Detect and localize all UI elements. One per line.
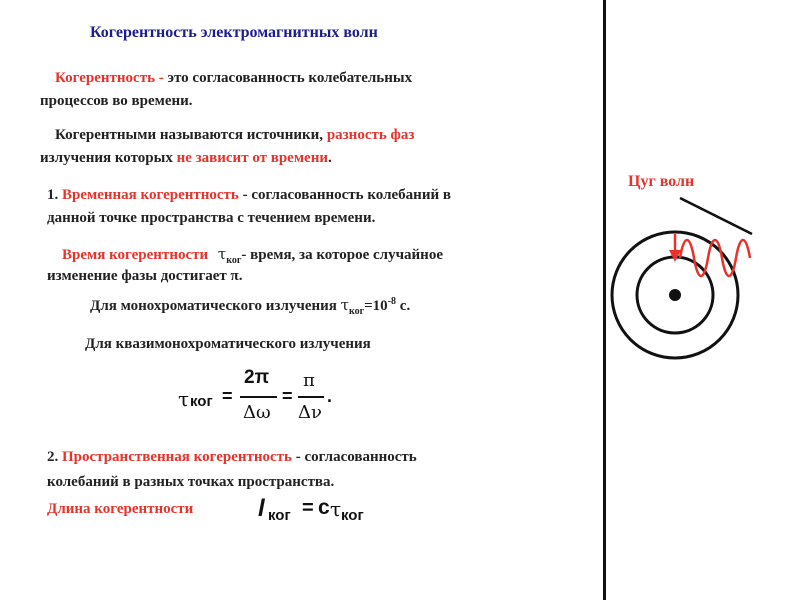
spatial-term: Пространственная когерентность [62,449,292,465]
monochromatic-unit: с. [396,298,411,314]
monochromatic-tau-sub: ког [348,306,365,317]
formula-denominator-2: Δν [298,402,322,423]
spatial-number: 2. [47,449,59,465]
quasimono-text: Для квазимонохроматического излучения [85,336,371,352]
wave-train-label: Цуг волн [628,173,695,190]
center-point [669,289,681,301]
sources-line-1 [55,127,414,144]
formula-equals-1: = [222,386,233,406]
temporal-text-2: данной точке пространства с течением времени. [47,210,376,226]
sources-text-2end: . [328,150,332,166]
formula-l: l [258,495,265,522]
spatial-line-1 [47,449,417,466]
spatial-text-2: колебаний в разных точках пространства. [47,474,335,490]
coherence-time-term: Время когерентности [62,247,209,263]
temporal-line-1 [47,187,451,204]
definition-text-1: это согласованность колебательных [163,70,413,86]
formula-numerator-2: π [303,370,315,391]
monochromatic-value: =10 [364,298,388,314]
definition-term: Когерентность - [55,70,164,86]
sources-text-2a: излучения которых [40,150,177,166]
coherence-time-text-2: изменение фазы достигает π. [47,268,243,284]
label-pointer-line [680,198,752,234]
formula-equals-3: = [302,497,314,519]
formula-tau: τ [178,387,190,411]
coherence-length-label: Длина когерентности [47,501,194,517]
formula-numerator-1: 2π [244,367,270,388]
monochromatic-tau: τ [340,296,349,314]
sources-phase-difference: разность фаз [326,127,415,143]
tau-symbol: τ [217,245,227,263]
page-title: Когерентность электромагнитных волн [90,24,378,41]
monochromatic-text: Для монохроматического излучения [90,298,341,314]
tau-subscript: ког [226,255,242,266]
sources-line-2 [40,150,332,167]
formula-denominator-1: Δω [243,402,271,423]
formula-tau-2-sub: ког [341,507,364,524]
monochromatic-line [90,296,410,317]
coherence-time-line-1 [62,245,443,266]
formula-period: . [327,386,333,406]
fraction-bar-2 [298,396,324,398]
monochromatic-exponent: -8 [387,296,397,307]
temporal-number: 1. [47,187,59,203]
formula-l-sub: ког [268,507,291,524]
formula-tau-2: τ [330,497,342,521]
wave-train-diagram [600,190,800,390]
definition-text-2: процессов во времени. [40,93,193,109]
spatial-text-1: - согласованность [291,449,417,465]
formula-equals-2: = [282,386,293,406]
temporal-term: Временная когерентность [62,187,239,203]
formula-tau-sub: ког [190,393,213,410]
fraction-bar-1 [240,396,277,398]
temporal-text-1: - согласованность колебаний в [238,187,451,203]
sources-time-independent: не зависит от времени [176,150,328,166]
coherence-time-text-1: - время, за которое случайное [241,247,443,263]
formula-c: c [318,496,330,519]
sources-text-1a: Когерентными называются источники, [55,127,327,143]
definition-line-1 [55,70,412,87]
